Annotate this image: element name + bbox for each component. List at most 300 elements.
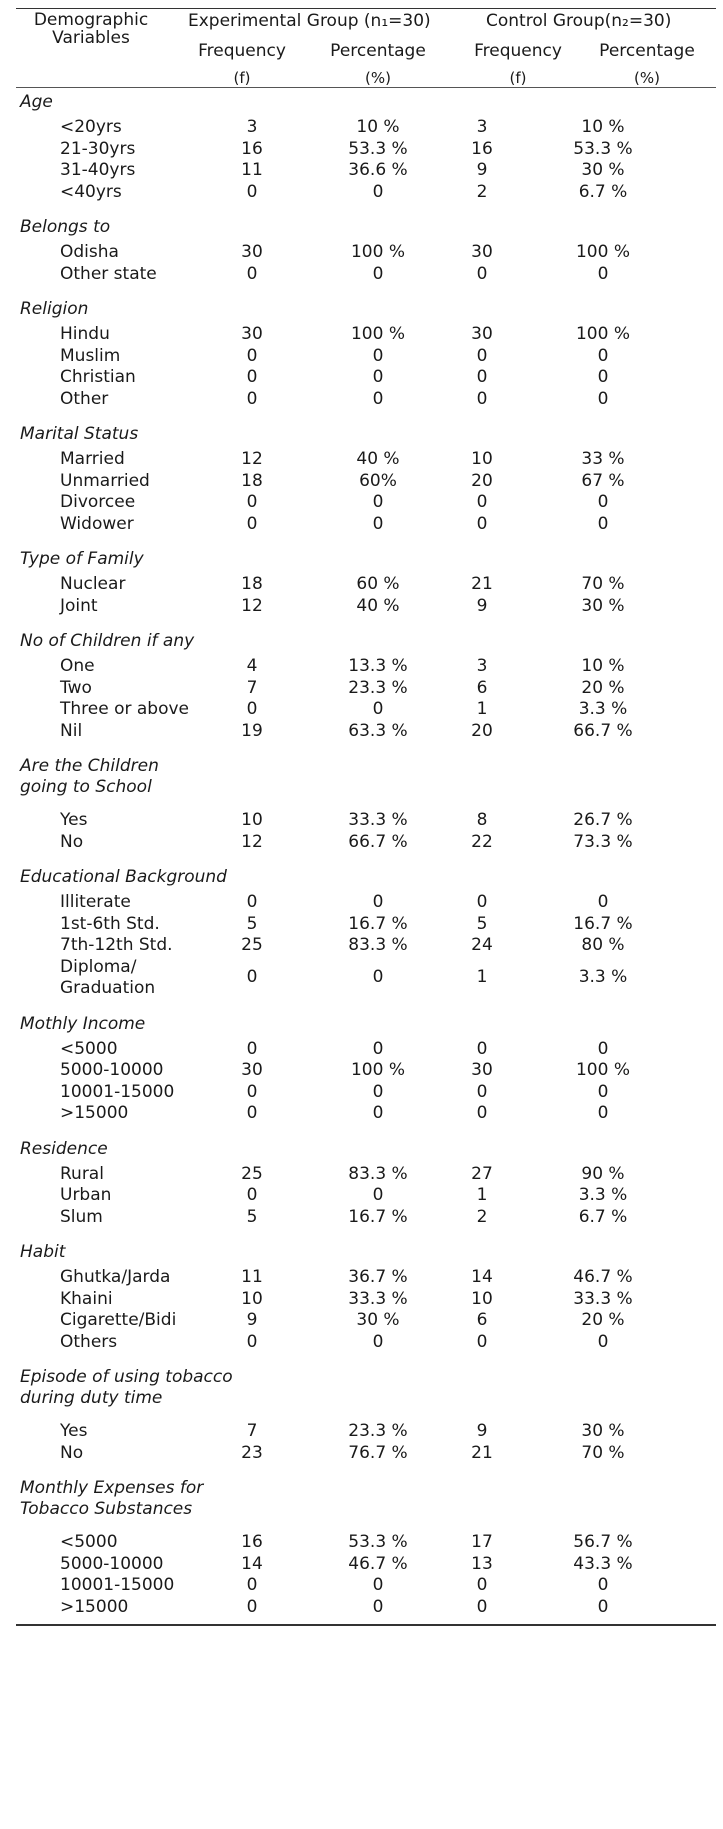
table-row — [16, 514, 716, 536]
ctl-percentage-cell: 0 — [597, 1331, 609, 1352]
ctl-percentage-cell: 67 % — [581, 470, 625, 491]
table-section — [16, 92, 716, 203]
table-row — [16, 892, 716, 914]
section-title: Type of Family — [20, 549, 144, 569]
exp-percentage-cell: 100 % — [350, 324, 405, 344]
ctl-frequency-cell: 0 — [476, 367, 488, 387]
table-row — [16, 596, 716, 618]
exp-percentage-cell: 0 — [372, 1185, 384, 1205]
section-title: Religion — [20, 299, 89, 319]
row-label: Rural — [60, 1163, 104, 1184]
ctl-percentage-cell: 26.7 % — [573, 810, 633, 830]
ctl-percentage-cell: 100 % — [575, 324, 630, 344]
ctl-percentage-cell: 73.3 % — [573, 831, 633, 852]
row-label: 10001-15000 — [60, 1081, 175, 1102]
exp-frequency-cell: 7 — [246, 677, 258, 698]
ctl-frequency-cell: 2 — [476, 181, 488, 202]
exp-frequency-cell: 11 — [241, 160, 263, 180]
exp-frequency-header: Frequency — [198, 41, 286, 61]
ctl-percentage-cell: 10 % — [581, 117, 625, 137]
row-label: 5000-10000 — [60, 1060, 164, 1080]
exp-frequency-cell: 5 — [246, 913, 258, 934]
table-row — [16, 242, 716, 264]
ctl-frequency-cell: 0 — [476, 892, 488, 912]
table-row — [16, 449, 716, 471]
row-label: Married — [60, 449, 125, 469]
ctl-percentage-cell: 46.7 % — [573, 1267, 633, 1287]
table-row — [16, 1310, 716, 1332]
table-row — [16, 389, 716, 411]
ctl-percentage-unit: (%) — [634, 69, 660, 87]
ctl-percentage-cell: 3.3 % — [578, 1185, 628, 1205]
row-label: Unmarried — [60, 470, 150, 491]
table-row — [16, 1060, 716, 1082]
exp-percentage-header: Percentage — [330, 41, 426, 61]
exp-frequency-unit: (f) — [233, 69, 251, 87]
row-label: <5000 — [60, 1532, 118, 1552]
table-row — [16, 574, 716, 596]
row-label: Muslim — [60, 345, 121, 366]
exp-percentage-cell: 0 — [372, 181, 384, 202]
table-row — [16, 678, 716, 700]
exp-percentage-cell: 23.3 % — [348, 677, 408, 698]
row-label: Slum — [60, 1206, 103, 1227]
exp-percentage-cell: 13.3 % — [348, 656, 408, 676]
exp-percentage-cell: 83.3 % — [348, 1163, 408, 1184]
exp-frequency-cell: 30 — [241, 324, 263, 344]
ctl-frequency-cell: 21 — [471, 1442, 493, 1463]
table-section — [16, 1478, 716, 1618]
header-rule — [16, 87, 716, 88]
row-label: Widower — [60, 513, 134, 534]
exp-frequency-cell: 4 — [246, 656, 258, 676]
table-row — [16, 1207, 716, 1229]
table-section — [16, 549, 716, 617]
ctl-percentage-cell: 33 % — [581, 449, 625, 469]
table-row — [16, 1421, 716, 1443]
ctl-percentage-cell: 66.7 % — [573, 720, 633, 741]
exp-frequency-cell: 11 — [241, 1267, 263, 1287]
exp-frequency-cell: 0 — [246, 967, 258, 988]
ctl-frequency-header: Frequency — [474, 41, 562, 61]
row-label: Cigarette/Bidi — [60, 1310, 177, 1330]
table-section — [16, 756, 716, 853]
section-title: Age — [20, 92, 53, 112]
section-title: Residence — [20, 1138, 108, 1159]
table-row — [16, 1082, 716, 1104]
ctl-frequency-cell: 1 — [476, 967, 488, 988]
table-row — [16, 1332, 716, 1354]
section-title: Episode of using tobacco during duty time — [20, 1367, 233, 1408]
section-title: Monthly Expenses for Tobacco Substances — [20, 1478, 204, 1519]
demographic-variables-header: Demographic Variables — [33, 10, 149, 48]
exp-frequency-cell: 30 — [241, 242, 263, 262]
row-label: 7th-12th Std. — [60, 935, 173, 955]
row-label: Nuclear — [60, 574, 126, 594]
ctl-frequency-cell: 8 — [476, 810, 488, 830]
ctl-percentage-cell: 43.3 % — [573, 1553, 633, 1574]
row-label: Yes — [60, 810, 88, 830]
ctl-frequency-cell: 2 — [476, 1206, 488, 1227]
row-label: Joint — [60, 595, 98, 616]
row-label: No — [60, 1442, 84, 1463]
row-label: Diploma/ Graduation — [60, 956, 156, 998]
section-title: Educational Background — [20, 867, 227, 887]
ctl-frequency-cell: 0 — [476, 513, 488, 534]
exp-frequency-cell: 0 — [246, 513, 258, 534]
ctl-percentage-cell: 16.7 % — [573, 913, 633, 934]
ctl-percentage-cell: 10 % — [581, 656, 625, 676]
ctl-percentage-cell: 80 % — [581, 935, 625, 955]
ctl-percentage-cell: 0 — [597, 513, 609, 534]
table-row — [16, 810, 716, 832]
exp-percentage-cell: 36.7 % — [348, 1267, 408, 1287]
ctl-frequency-cell: 14 — [471, 1267, 493, 1287]
row-label: Odisha — [60, 242, 119, 262]
table-row — [16, 1575, 716, 1597]
ctl-percentage-cell: 70 % — [581, 1442, 625, 1463]
ctl-percentage-cell: 6.7 % — [578, 1206, 628, 1227]
exp-percentage-cell: 33.3 % — [348, 810, 408, 830]
ctl-frequency-cell: 24 — [471, 935, 493, 955]
table-row — [16, 1039, 716, 1061]
exp-frequency-cell: 10 — [241, 810, 263, 830]
exp-frequency-cell: 0 — [246, 345, 258, 366]
exp-percentage-cell: 16.7 % — [348, 1206, 408, 1227]
exp-frequency-cell: 0 — [246, 892, 258, 912]
exp-frequency-cell: 14 — [241, 1553, 263, 1574]
table-header — [16, 9, 716, 87]
ctl-percentage-cell: 6.7 % — [578, 181, 628, 202]
ctl-percentage-cell: 0 — [597, 892, 609, 912]
exp-frequency-cell: 0 — [246, 1038, 258, 1059]
ctl-percentage-cell: 3.3 % — [578, 699, 628, 719]
exp-percentage-cell: 0 — [372, 892, 384, 912]
exp-percentage-cell: 36.6 % — [348, 160, 408, 180]
section-title: Marital Status — [20, 424, 139, 444]
table-row — [16, 1164, 716, 1186]
exp-percentage-cell: 100 % — [350, 242, 405, 262]
ctl-frequency-cell: 0 — [476, 1575, 488, 1595]
row-label: <20yrs — [60, 117, 122, 137]
row-label: Urban — [60, 1185, 112, 1205]
exp-frequency-cell: 5 — [246, 1206, 258, 1227]
table-section — [16, 299, 716, 410]
section-title: Mothly Income — [20, 1013, 146, 1034]
ctl-frequency-cell: 20 — [471, 470, 493, 491]
exp-percentage-cell: 0 — [372, 967, 384, 988]
exp-frequency-cell: 0 — [246, 181, 258, 202]
exp-percentage-cell: 40 % — [356, 595, 400, 616]
row-label: Nil — [60, 720, 83, 741]
exp-percentage-cell: 63.3 % — [348, 720, 408, 741]
ctl-frequency-cell: 6 — [476, 1310, 488, 1330]
ctl-frequency-cell: 17 — [471, 1532, 493, 1552]
table-row — [16, 471, 716, 493]
ctl-percentage-cell: 30 % — [581, 595, 625, 616]
row-label: 1st-6th Std. — [60, 913, 160, 934]
table-row — [16, 324, 716, 346]
table-row — [16, 367, 716, 389]
exp-frequency-cell: 7 — [246, 1421, 258, 1441]
exp-frequency-cell: 0 — [246, 1081, 258, 1102]
exp-frequency-cell: 0 — [246, 263, 258, 284]
ctl-percentage-cell: 56.7 % — [573, 1532, 633, 1552]
ctl-frequency-cell: 5 — [476, 913, 488, 934]
ctl-frequency-cell: 30 — [471, 1060, 493, 1080]
row-label: 31-40yrs — [60, 160, 136, 180]
exp-frequency-cell: 16 — [241, 1532, 263, 1552]
section-title: Are the Children going to School — [20, 756, 159, 797]
ctl-percentage-cell: 33.3 % — [573, 1288, 633, 1309]
row-label: Khaini — [60, 1288, 113, 1309]
ctl-frequency-cell: 3 — [476, 117, 488, 137]
exp-frequency-cell: 12 — [241, 449, 263, 469]
exp-frequency-cell: 3 — [246, 117, 258, 137]
ctl-percentage-cell: 20 % — [581, 1310, 625, 1330]
exp-percentage-cell: 100 % — [350, 1060, 405, 1080]
row-label: 21-30yrs — [60, 138, 136, 159]
ctl-percentage-cell: 70 % — [581, 574, 625, 594]
table-row — [16, 957, 716, 1000]
ctl-frequency-cell: 22 — [471, 831, 493, 852]
section-title: No of Children if any — [20, 631, 195, 651]
exp-frequency-cell: 23 — [241, 1442, 263, 1463]
ctl-frequency-cell: 6 — [476, 677, 488, 698]
exp-percentage-cell: 0 — [372, 1038, 384, 1059]
table-row — [16, 1597, 716, 1619]
ctl-frequency-cell: 10 — [471, 1288, 493, 1309]
ctl-frequency-unit: (f) — [509, 69, 527, 87]
table-row — [16, 1532, 716, 1554]
table-row — [16, 1185, 716, 1207]
exp-percentage-cell: 30 % — [356, 1310, 400, 1330]
exp-percentage-cell: 66.7 % — [348, 831, 408, 852]
ctl-percentage-cell: 0 — [597, 345, 609, 366]
exp-percentage-cell: 53.3 % — [348, 1532, 408, 1552]
ctl-percentage-header: Percentage — [599, 41, 695, 61]
table-bottom-rule — [16, 1624, 716, 1626]
exp-percentage-cell: 0 — [372, 345, 384, 366]
row-label: Yes — [60, 1421, 88, 1441]
ctl-frequency-cell: 13 — [471, 1553, 493, 1574]
exp-percentage-cell: 0 — [372, 492, 384, 512]
table-row — [16, 139, 716, 161]
exp-percentage-cell: 60% — [359, 470, 397, 491]
ctl-percentage-cell: 53.3 % — [573, 138, 633, 159]
exp-frequency-cell: 0 — [246, 1575, 258, 1595]
table-row — [16, 492, 716, 514]
ctl-frequency-cell: 27 — [471, 1163, 493, 1184]
exp-percentage-cell: 0 — [372, 699, 384, 719]
exp-frequency-cell: 0 — [246, 1331, 258, 1352]
exp-frequency-cell: 18 — [241, 470, 263, 491]
exp-percentage-cell: 40 % — [356, 449, 400, 469]
exp-percentage-cell: 0 — [372, 513, 384, 534]
ctl-percentage-cell: 0 — [597, 492, 609, 512]
table-row — [16, 1267, 716, 1289]
row-label: Christian — [60, 367, 136, 387]
table-row — [16, 656, 716, 678]
table-row — [16, 832, 716, 854]
table-row — [16, 346, 716, 368]
ctl-frequency-cell: 16 — [471, 138, 493, 159]
exp-frequency-cell: 0 — [246, 699, 258, 719]
ctl-frequency-cell: 3 — [476, 656, 488, 676]
exp-frequency-cell: 0 — [246, 1185, 258, 1205]
ctl-frequency-cell: 9 — [476, 160, 488, 180]
row-label: Divorcee — [60, 492, 136, 512]
row-label: 10001-15000 — [60, 1575, 175, 1595]
table-row — [16, 160, 716, 182]
row-label: One — [60, 656, 95, 676]
exp-frequency-cell: 0 — [246, 1103, 258, 1123]
row-label: No — [60, 831, 84, 852]
table-row — [16, 935, 716, 957]
exp-frequency-cell: 12 — [241, 595, 263, 616]
ctl-percentage-cell: 3.3 % — [578, 967, 628, 988]
exp-percentage-cell: 23.3 % — [348, 1421, 408, 1441]
ctl-frequency-cell: 21 — [471, 574, 493, 594]
ctl-percentage-cell: 30 % — [581, 1421, 625, 1441]
demographic-table — [16, 8, 716, 1626]
exp-percentage-cell: 0 — [372, 1331, 384, 1352]
exp-percentage-cell: 0 — [372, 1596, 384, 1617]
table-row — [16, 699, 716, 721]
table-row — [16, 264, 716, 286]
exp-percentage-cell: 16.7 % — [348, 913, 408, 934]
ctl-frequency-cell: 0 — [476, 1038, 488, 1059]
table-row — [16, 914, 716, 936]
exp-percentage-cell: 46.7 % — [348, 1553, 408, 1574]
table-row — [16, 117, 716, 139]
ctl-percentage-cell: 0 — [597, 1103, 609, 1123]
row-label: Two — [60, 677, 92, 698]
ctl-percentage-cell: 0 — [597, 1081, 609, 1102]
ctl-percentage-cell: 20 % — [581, 677, 625, 698]
ctl-frequency-cell: 0 — [476, 1596, 488, 1617]
exp-frequency-cell: 0 — [246, 492, 258, 512]
exp-frequency-cell: 25 — [241, 935, 263, 955]
ctl-percentage-cell: 0 — [597, 367, 609, 387]
exp-frequency-cell: 9 — [246, 1310, 258, 1330]
table-row — [16, 182, 716, 204]
exp-frequency-cell: 0 — [246, 1596, 258, 1617]
ctl-frequency-cell: 9 — [476, 1421, 488, 1441]
exp-frequency-cell: 10 — [241, 1288, 263, 1309]
ctl-percentage-cell: 100 % — [575, 1060, 630, 1080]
exp-frequency-cell: 19 — [241, 720, 263, 741]
table-section — [16, 631, 716, 742]
table-row — [16, 721, 716, 743]
ctl-frequency-cell: 0 — [476, 1081, 488, 1102]
ctl-frequency-cell: 9 — [476, 595, 488, 616]
ctl-frequency-cell: 0 — [476, 388, 488, 409]
table-body — [16, 92, 716, 1618]
ctl-percentage-cell: 100 % — [575, 242, 630, 262]
control-group-header: Control Group(n₂=30) — [486, 11, 672, 31]
ctl-frequency-cell: 0 — [476, 492, 488, 512]
row-label: Three or above — [60, 699, 190, 719]
exp-frequency-cell: 16 — [241, 138, 263, 159]
ctl-frequency-cell: 10 — [471, 449, 493, 469]
table-row — [16, 1103, 716, 1125]
exp-percentage-cell: 0 — [372, 263, 384, 284]
ctl-percentage-cell: 30 % — [581, 160, 625, 180]
table-section — [16, 1014, 716, 1125]
row-label: Others — [60, 1331, 118, 1352]
exp-frequency-cell: 12 — [241, 831, 263, 852]
exp-percentage-cell: 83.3 % — [348, 935, 408, 955]
exp-frequency-cell: 25 — [241, 1163, 263, 1184]
ctl-percentage-cell: 0 — [597, 1596, 609, 1617]
section-title: Habit — [20, 1242, 66, 1262]
ctl-frequency-cell: 20 — [471, 720, 493, 741]
ctl-percentage-cell: 0 — [597, 1575, 609, 1595]
row-label: <40yrs — [60, 181, 122, 202]
exp-frequency-cell: 30 — [241, 1060, 263, 1080]
table-section — [16, 1367, 716, 1464]
table-row — [16, 1443, 716, 1465]
exp-percentage-cell: 53.3 % — [348, 138, 408, 159]
row-label: Other — [60, 388, 109, 409]
row-label: 5000-10000 — [60, 1553, 164, 1574]
ctl-percentage-cell: 90 % — [581, 1163, 625, 1184]
exp-percentage-cell: 0 — [372, 388, 384, 409]
table-row — [16, 1554, 716, 1576]
row-label: Hindu — [60, 324, 110, 344]
row-label: Illiterate — [60, 892, 131, 912]
table-section — [16, 217, 716, 285]
table-section — [16, 867, 716, 1000]
ctl-frequency-cell: 1 — [476, 1185, 488, 1205]
ctl-frequency-cell: 30 — [471, 324, 493, 344]
experimental-group-header: Experimental Group (n₁=30) — [188, 11, 431, 31]
row-label: >15000 — [60, 1103, 129, 1123]
exp-frequency-cell: 18 — [241, 574, 263, 594]
ctl-percentage-cell: 0 — [597, 263, 609, 284]
row-label: Other state — [60, 263, 157, 284]
exp-percentage-cell: 76.7 % — [348, 1442, 408, 1463]
ctl-frequency-cell: 0 — [476, 1331, 488, 1352]
exp-percentage-cell: 60 % — [356, 574, 400, 594]
exp-frequency-cell: 0 — [246, 367, 258, 387]
ctl-frequency-cell: 0 — [476, 263, 488, 284]
ctl-frequency-cell: 0 — [476, 345, 488, 366]
ctl-percentage-cell: 0 — [597, 388, 609, 409]
row-label: <5000 — [60, 1038, 118, 1059]
exp-percentage-cell: 0 — [372, 367, 384, 387]
exp-frequency-cell: 0 — [246, 388, 258, 409]
exp-percentage-cell: 33.3 % — [348, 1288, 408, 1309]
ctl-frequency-cell: 1 — [476, 699, 488, 719]
exp-percentage-cell: 0 — [372, 1081, 384, 1102]
exp-percentage-unit: (%) — [365, 69, 391, 87]
ctl-frequency-cell: 0 — [476, 1103, 488, 1123]
exp-percentage-cell: 0 — [372, 1103, 384, 1123]
exp-percentage-cell: 10 % — [356, 117, 400, 137]
table-section — [16, 1242, 716, 1353]
table-section — [16, 424, 716, 535]
table-row — [16, 1289, 716, 1311]
ctl-percentage-cell: 0 — [597, 1038, 609, 1059]
table-section — [16, 1139, 716, 1229]
row-label: >15000 — [60, 1596, 129, 1617]
exp-percentage-cell: 0 — [372, 1575, 384, 1595]
section-title: Belongs to — [20, 217, 111, 237]
ctl-frequency-cell: 30 — [471, 242, 493, 262]
row-label: Ghutka/Jarda — [60, 1267, 171, 1287]
